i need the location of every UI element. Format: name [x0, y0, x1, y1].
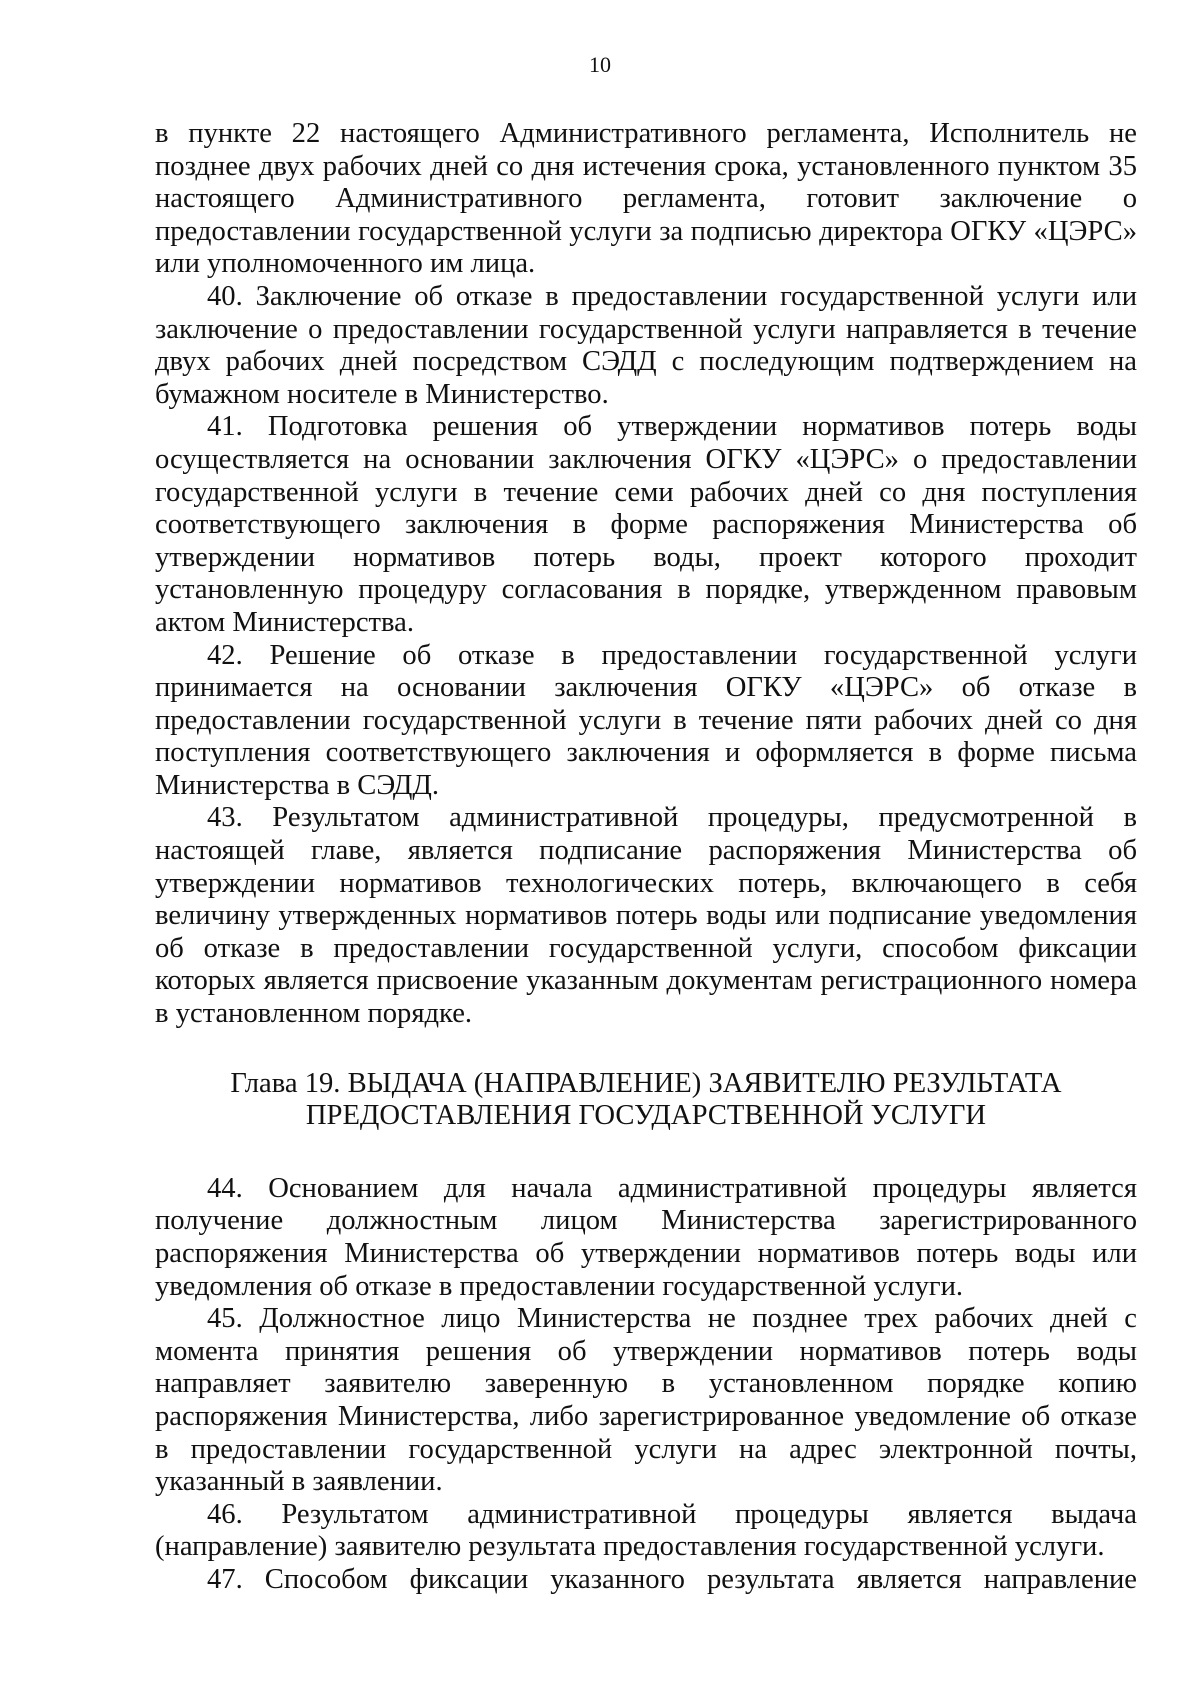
- paragraph-43: 43. Результатом административной процедуры, предусмотренной в настоящей главе, является подписание распоряжения Министерства об утверждении нормативов технологических потерь, включающего в себя величину утвержденных нормативов потерь воды или подписание уведомления об отказе в предоставлении государственной услуги, способом фиксации которых является присвоение указанным документам регистрационного номера в установленном порядке.: [155, 802, 1137, 1030]
- paragraph-45: 45. Должностное лицо Министерства не позднее трех рабочих дней с момента принятия решения об утверждении нормативов потерь воды направляет заявителю заверенную в установленном порядке копию распоряжения Министерства, либо зарегистрированное уведомление об отказе в предоставлении государственной услуги на адрес электронной почты, указанный в заявлении.: [155, 1303, 1137, 1498]
- chapter-spacer-bottom: [155, 1133, 1137, 1173]
- paragraph-46: 46. Результатом административной процедуры является выдача (направление) заявителю результата предоставления государственной услуги.: [155, 1498, 1137, 1563]
- chapter-heading: [155, 1068, 1137, 1133]
- paragraph-40: 40. Заключение об отказе в предоставлении государственной услуги или заключение о предоставлении государственной услуги направляется в течение двух рабочих дней посредством СЭДД с последующим подтверждением на бумажном носителе в Министерство.: [155, 280, 1137, 410]
- chapter-spacer-top: [155, 1031, 1137, 1068]
- paragraph-39-continued: в пункте 22 настоящего Административного регламента, Исполнитель не позднее двух рабочих дней со дня истечения срока, установленного пунктом 35 настоящего Административного регламента, готовит заключение о предоставлении государственной услуги за подписью директора ОГКУ «ЦЭРС» или уполномоченного им лица.: [155, 118, 1137, 280]
- page-number: 10: [589, 52, 611, 77]
- paragraph-44: 44. Основанием для начала административной процедуры является получение должностным лицом Министерства зарегистрированного распоряжения Министерства об утверждении нормативов потерь воды или уведомления об отказе в предоставлении государственной услуги.: [155, 1172, 1137, 1302]
- paragraph-47-start: 47. Способом фиксации указанного результата является направление: [207, 1563, 1137, 1595]
- paragraph-42: 42. Решение об отказе в предоставлении государственной услуги принимается на основании заключения ОГКУ «ЦЭРС» об отказе в предоставлении государственной услуги в течение пяти рабочих дней со дня поступления соответствующего заключения и оформляется в форме письма Министерства в СЭДД.: [155, 639, 1137, 801]
- chapter-heading-line-1: Глава 19. ВЫДАЧА (НАПРАВЛЕНИЕ) ЗАЯВИТЕЛЮ РЕЗУЛЬТАТА: [230, 1067, 1062, 1099]
- paragraph-41: 41. Подготовка решения об утверждении нормативов потерь воды осуществляется на основании заключения ОГКУ «ЦЭРС» о предоставлении государственной услуги в течение семи рабочих дней со дня поступления соответствующего заключения в форме распоряжения Министерства об утверждении нормативов потерь воды, проект которого проходит установленную процедуру согласования в порядке, утвержденном правовым актом Министерства.: [155, 411, 1137, 638]
- chapter-heading-line-2: ПРЕДОСТАВЛЕНИЯ ГОСУДАРСТВЕННОЙ УСЛУГИ: [305, 1100, 987, 1132]
- document-body: [155, 118, 1137, 1597]
